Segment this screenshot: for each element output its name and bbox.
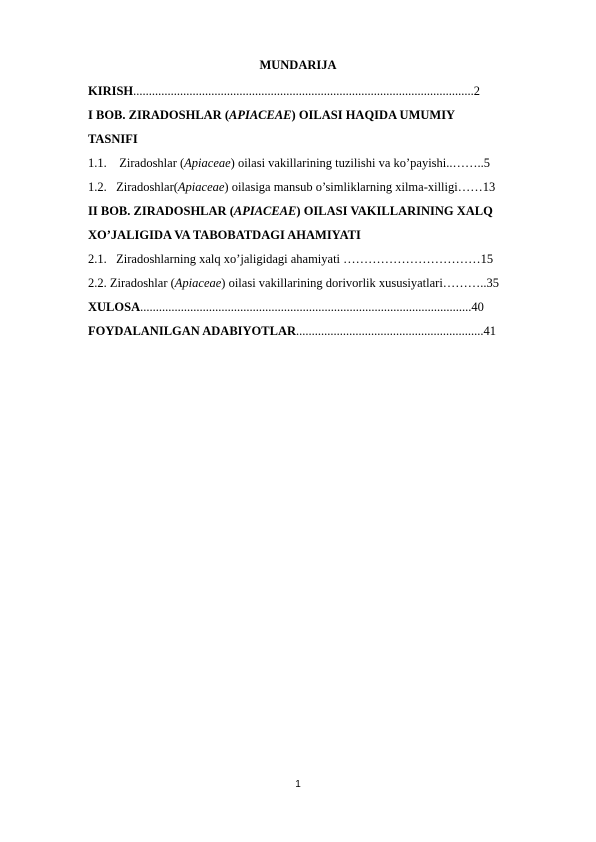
toc-entry-xulosa — [88, 300, 538, 315]
section-italic-term: Apiaceae — [177, 180, 225, 194]
toc-chapter-1-line-1 — [88, 108, 538, 123]
section-number: 1.2. — [88, 180, 107, 194]
page-number: 1 — [295, 779, 301, 790]
toc-chapter-1-line-2: TASNIFI — [88, 132, 138, 146]
toc-entry-label: FOYDALANILGAN ADABIYOTLAR — [88, 324, 297, 338]
toc-entry-label: KIRISH — [88, 84, 134, 98]
chapter-1-italic-term: APIACEAE — [229, 108, 292, 122]
toc-section-1-2 — [88, 180, 538, 195]
toc-entry-foydalanilgan-adabiyotlar — [88, 324, 538, 339]
section-italic-term: Apiaceae — [184, 156, 231, 170]
toc-title: MUNDARIJA — [259, 58, 337, 72]
section-number: 2.1. — [88, 252, 107, 266]
toc-chapter-2-line-1 — [88, 204, 538, 219]
toc-page-number: 40 — [471, 300, 484, 314]
toc-section-2-1 — [88, 252, 538, 267]
section-italic-term: Apiaceae — [174, 276, 222, 290]
section-number: 1.1. — [88, 156, 107, 170]
section-title: Ziradoshlarning xalq xo’jaligidagi ahamiyati …………………………… — [116, 252, 481, 266]
toc-section-2-2 — [88, 276, 538, 291]
section-title: Ziradoshlar( — [116, 180, 178, 194]
section-title: 2.2. Ziradoshlar ( — [88, 276, 175, 290]
toc-page-number: 35 — [486, 276, 500, 290]
toc-page-number: 41 — [483, 324, 497, 338]
section-title-rest: ) oilasi vakillarining tuzilishi va ko’payishi..…….. — [230, 156, 484, 170]
toc-entry-kirish — [88, 84, 538, 99]
chapter-1-text-rest: ) OILASI HAQIDA UMUMIY — [291, 108, 456, 122]
chapter-2-italic-term: APIACEAE — [233, 204, 297, 218]
chapter-2-text: II BOB. ZIRADOSHLAR ( — [88, 204, 234, 218]
section-title: Ziradoshlar ( — [119, 156, 185, 170]
toc-leader-dots: ............................................................................................................. — [133, 84, 474, 98]
toc-page-number: 15 — [480, 252, 494, 266]
toc-section-1-1 — [88, 156, 538, 171]
toc-page-number: 5 — [483, 156, 491, 170]
toc-entry-label: XULOSA — [88, 300, 141, 314]
chapter-1-text: I BOB. ZIRADOSHLAR ( — [88, 108, 229, 122]
chapter-2-text-rest: ) OILASI VAKILLARINING XALQ — [296, 204, 493, 218]
toc-leader-dots: .......................................................................................................... — [140, 300, 472, 314]
toc-leader-dots: ............................................................ — [296, 324, 484, 338]
toc-page-number: 13 — [482, 180, 496, 194]
section-title-rest: ) oilasi vakillarining dorivorlik xususiyatlari……….. — [221, 276, 487, 290]
section-title-rest: ) oilasiga mansub o’simliklarning xilma-xilligi…… — [224, 180, 483, 194]
toc-chapter-2-line-2: XO’JALIGIDA VA TABOBATDAGI AHAMIYATI — [88, 228, 361, 242]
toc-page-number: 2 — [473, 84, 481, 98]
